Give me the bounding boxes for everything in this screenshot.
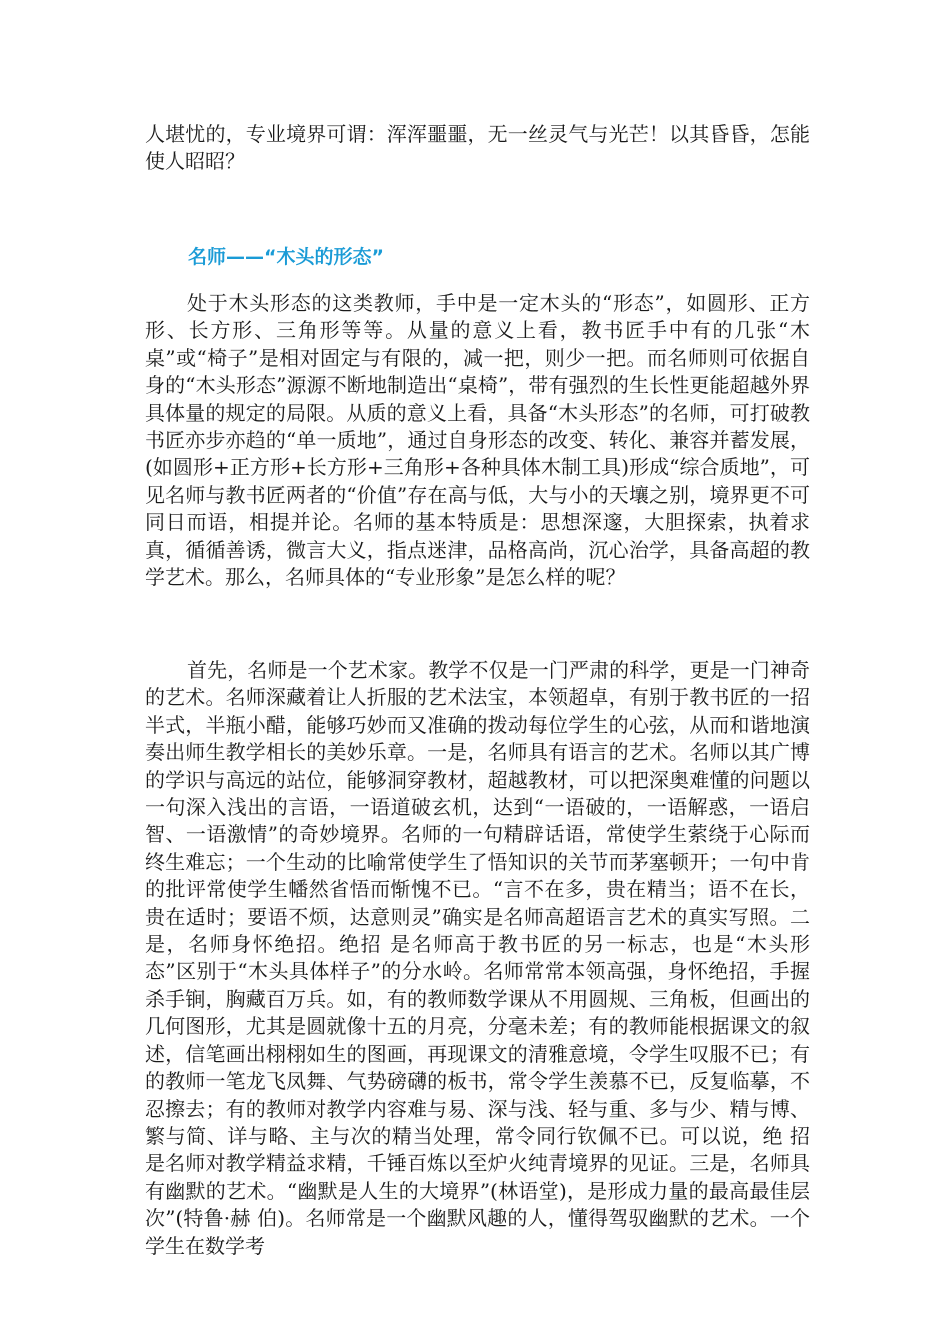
section-heading: 名师——“木头的形态” xyxy=(188,246,384,268)
body-paragraph-1: 处于木头形态的这类教师，手中是一定木头的“形态”，如圆形、正方形、长方形、三角形等等。从量的意义上看，教书匠手中有的几张“木桌”或“椅子”是相对固定与有限的，减一把，则少一把。而名师则可依据自身的“木头形态”源源不断地制造出“桌椅”，带有强烈的生长性更能超越外界具体量的规定的局限。从质的意义上看，具备“木头形态”的名师，可打破教书匠亦步亦趋的“单一质地”，通过自身形态的改变、转化、兼容并蓄发展，(如圆形+正方形+长方形+三角形+各种具体木制工具)形成“综合质地”，可见名师与教书匠两者的“价值”存在高与低，大与小的天壤之别，境界更不可同日而语，相提并论。名师的基本特质是：思想深邃，大胆探索，执着求真，循循善诱，微言大义，指点迷津，品格高尚，沉心治学，具备高超的教学艺术。那么，名师具体的“专业形象”是怎么样的呢？ xyxy=(145,291,810,590)
intro-paragraph: 人堪忧的，专业境界可谓：浑浑噩噩，无一丝灵气与光芒！以其昏昏，怎能使人昭昭？ xyxy=(145,122,810,174)
body-paragraph-2: 首先，名师是一个艺术家。教学不仅是一门严肃的科学，更是一门神奇的艺术。名师深藏着让人折服的艺术法宝，本领超卓，有别于教书匠的一招半式，半瓶小醋，能够巧妙而又准确的拨动每位学生的心弦，从而和谐地演奏出师生教学相长的美妙乐章。一是，名师具有语言的艺术。名师以其广博的学识与高远的站位，能够洞穿教材，超越教材，可以把深奥难懂的问题以一句深入浅出的言语，一语道破玄机，达到“一语破的，一语解惑，一语启智、一语激情”的奇妙境界。名师的一句精辟话语，常使学生萦绕于心际而终生难忘；一个生动的比喻常使学生了悟知识的关节而茅塞顿开；一句中肯的批评常使学生幡然省悟而惭愧不已。“言不在多，贵在精当；语不在长，贵在适时；要语不烦，达意则灵”确实是名师高超语言艺术的真实写照。二是，名师身怀绝招。绝招 是名师高于教书匠的另一标志，也是“木头形态”区别于“木头具体样子”的分水岭。名师常常本领高强，身怀绝招，手握杀手锏，胸藏百万兵。如，有的教师数学课从不用圆规、三角板，但画出的几何图形，尤其是圆就像十五的月亮，分毫未差；有的教师能根据课文的叙述，信笔画出栩栩如生的图画，再现课文的清雅意境，令学生叹服不已；有的教师一笔龙飞凤舞、气势磅礴的板书，常令学生羡慕不已，反复临摹，不忍擦去；有的教师对教学内容难与易、深与浅、轻与重、多与少、精与博、繁与简、详与略、主与次的精当处理，常令同行钦佩不已。可以说，绝 招是名师对教学精益求精，千锤百炼以至炉火纯青境界的见证。三是，名师具有幽默的艺术。“幽默是人生的大境界”(林语堂)，是形成力量的最高最佳层次”(特鲁·赫 伯)。名师常是一个幽默风趣的人，懂得驾驭幽默的艺术。一个学生在数学考 xyxy=(145,658,810,1258)
